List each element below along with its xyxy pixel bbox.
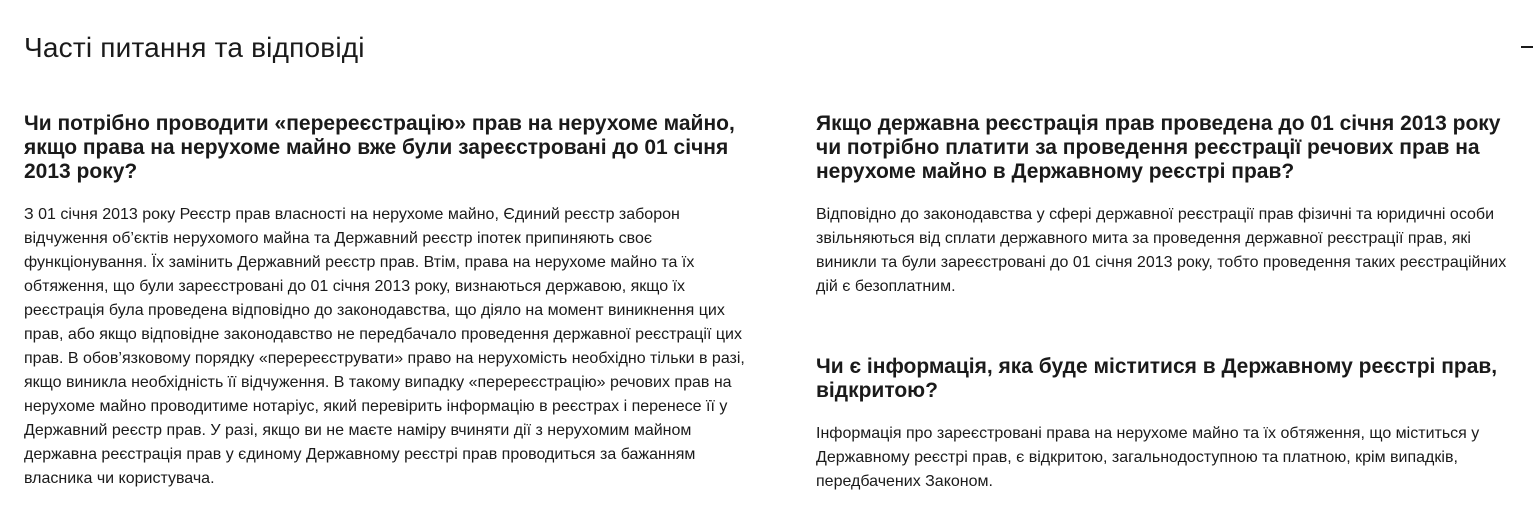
faq-column-right [816,112,1516,531]
faq-question[interactable]: Якщо державна реєстрація прав проведена до 01 січня 2013 року чи потрібно платити за проведення реєстрації речових прав на нерухоме майно в Державному реєстрі прав? [816,112,1501,183]
faq-item [24,112,754,491]
faq-question[interactable]: Чи потрібно проводити «перереєстрацію» прав на нерухоме майно, якщо права на нерухоме майно вже були зареєстровані до 01 січня 2013 року? [24,112,735,183]
faq-item [816,355,1516,494]
faq-question[interactable]: Чи є інформація, яка буде міститися в Державному реєстрі прав, відкритою? [816,355,1498,402]
faq-item [816,112,1516,299]
faq-column-left [24,112,754,531]
faq-answer: З 01 січня 2013 року Реєстр прав власності на нерухоме майно, Єдиний реєстр заборон відчуження об’єктів нерухомого майна та Державний реєстр іпотек припиняють своє функціонування. Їх замінить Державний реєстр прав. Втім, права на нерухоме майно та їх обтяження, що були зареєстровані до 01 січня 2013 року, визнаються державою, якщо їх реєстрація була проведена відповідно до законодавства, що діяло на момент виникнення цих прав, або якщо відповідне законодавство не передбачало проведення державної реєстрації цих прав. В обов’язковому порядку «перереєструвати» право на нерухомість необхідно тільки в разі, якщо виникла необхідність її відчуження. В такому випадку «перереєстрацію» речових прав на нерухоме майно проводитиме нотаріус, який перевірить інформацію в реєстрах і перенесе її у Державний реєстр прав. У разі, якщо ви не маєте наміру вчиняти дії з нерухомим майном державна реєстрація прав у єдиному Державному реєстрі прав проводиться за бажанням власника чи користувача. [24,206,745,487]
section-title: Часті питання та відповіді [24,32,365,63]
faq-answer: Відповідно до законодавства у сфері державної реєстрації прав фізичні та юридичні особи звільняються від сплати державного мита за проведення державної реєстрації прав, які виникли та були зареєстровані до 01 січня 2013 року, тобто проведення таких реєстраційних дій є безоплатним. [816,206,1507,295]
collapse-button[interactable] [1519,30,1533,66]
faq-answer: Інформація про зареєстровані права на нерухоме майно та їх обтяження, що міститься у Державному реєстрі прав, є відкритою, загальнодоступною та платною, крім випадків, передбачених Законом. [816,425,1480,490]
faq-header [24,30,1533,70]
minus-icon [1521,46,1533,48]
